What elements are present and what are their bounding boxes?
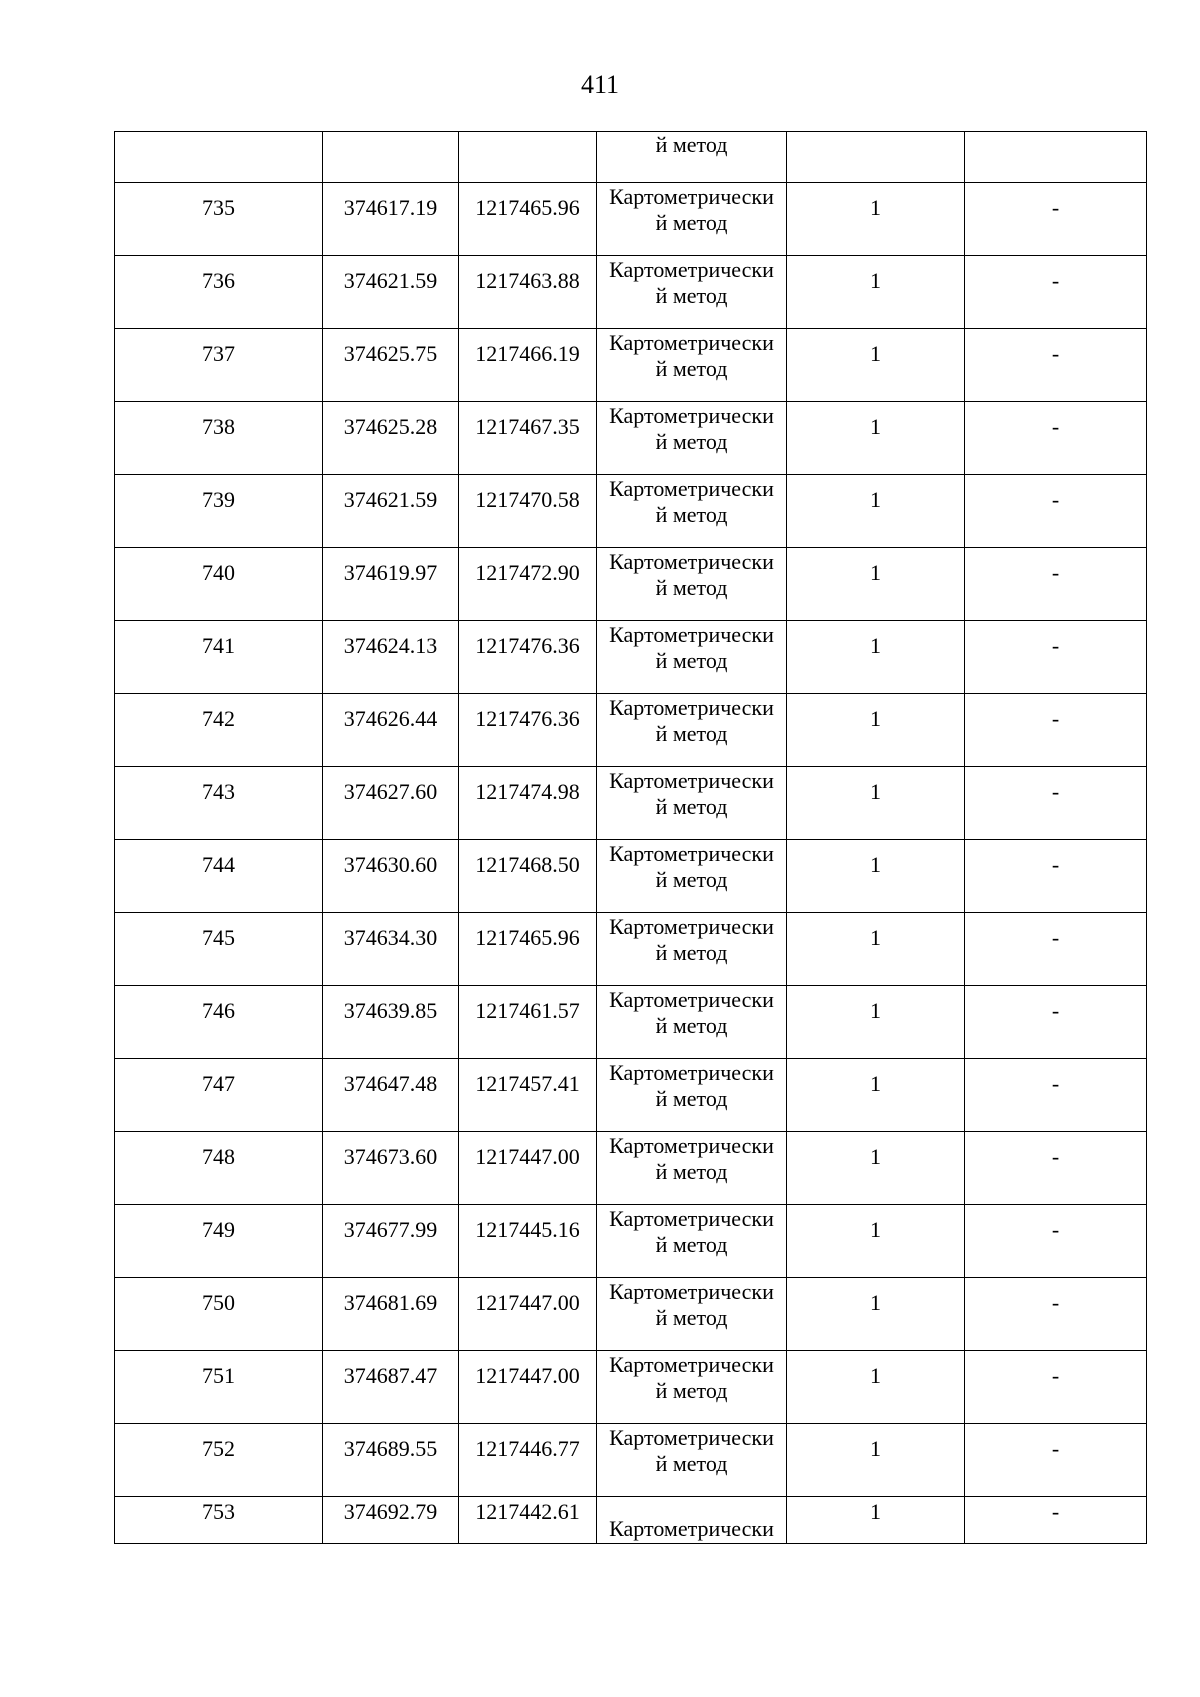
cell-method <box>597 621 787 694</box>
cell-accuracy: 1 <box>787 1059 965 1132</box>
cell-point-number: 737 <box>115 329 323 402</box>
method-line-1: Картометрически <box>609 1352 774 1377</box>
method-line-2: й метод <box>655 283 728 308</box>
method-line-1: Картометрически <box>609 987 774 1012</box>
method-line-2: й метод <box>655 1086 728 1111</box>
cell-point-number: 747 <box>115 1059 323 1132</box>
cell-accuracy: 1 <box>787 475 965 548</box>
cell-point-number: 740 <box>115 548 323 621</box>
cell-note: - <box>965 767 1147 840</box>
cell-note: - <box>965 329 1147 402</box>
cell-note: - <box>965 402 1147 475</box>
cell-note: - <box>965 694 1147 767</box>
cell-method <box>597 256 787 329</box>
cell-method <box>597 767 787 840</box>
table-body <box>115 132 1147 1544</box>
cell-y: 1217476.36 <box>459 694 597 767</box>
cell-y: 1217457.41 <box>459 1059 597 1132</box>
method-line-1: Картометрически <box>609 330 774 355</box>
table-row <box>115 913 1147 986</box>
method-line-2: й метод <box>655 502 728 527</box>
cell-note: - <box>965 256 1147 329</box>
cell-method <box>597 183 787 256</box>
cell-point-number: 748 <box>115 1132 323 1205</box>
cell-accuracy: 1 <box>787 1205 965 1278</box>
method-line-1: Картометрически <box>609 1133 774 1158</box>
cell-y: 1217447.00 <box>459 1278 597 1351</box>
cell-note <box>965 132 1147 183</box>
method-line-2: й метод <box>655 356 728 381</box>
cell-accuracy: 1 <box>787 402 965 475</box>
cell-point-number: 753 <box>115 1497 323 1544</box>
cell-point-number: 750 <box>115 1278 323 1351</box>
method-line-1: Картометрически <box>609 403 774 428</box>
method-line-1: Картометрически <box>609 549 774 574</box>
cell-y: 1217461.57 <box>459 986 597 1059</box>
cell-note: - <box>965 548 1147 621</box>
cell-x: 374692.79 <box>323 1497 459 1544</box>
cell-point-number: 735 <box>115 183 323 256</box>
cell-note: - <box>965 475 1147 548</box>
table-row <box>115 1424 1147 1497</box>
cell-method <box>597 694 787 767</box>
cell-point-number <box>115 132 323 183</box>
cell-accuracy: 1 <box>787 183 965 256</box>
cell-point-number: 738 <box>115 402 323 475</box>
cell-note: - <box>965 913 1147 986</box>
method-line-1: Картометрически <box>609 1279 774 1304</box>
method-line-2: й метод <box>655 1159 728 1184</box>
cell-x: 374634.30 <box>323 913 459 986</box>
method-line-2: й метод <box>655 1305 728 1330</box>
cell-y <box>459 132 597 183</box>
method-line-1: Картометрически <box>609 476 774 501</box>
coordinates-table <box>114 131 1147 1544</box>
method-line-2: й метод <box>655 1378 728 1403</box>
cell-x: 374624.13 <box>323 621 459 694</box>
method-line-1: Картометрически <box>609 841 774 866</box>
cell-accuracy: 1 <box>787 767 965 840</box>
cell-method <box>597 1278 787 1351</box>
cell-x: 374677.99 <box>323 1205 459 1278</box>
table-row <box>115 1132 1147 1205</box>
cell-note: - <box>965 183 1147 256</box>
table-row <box>115 256 1147 329</box>
table-row <box>115 183 1147 256</box>
table-row-last <box>115 1497 1147 1544</box>
cell-note: - <box>965 1278 1147 1351</box>
page-number: 411 <box>580 70 620 99</box>
cell-x: 374625.28 <box>323 402 459 475</box>
cell-accuracy: 1 <box>787 986 965 1059</box>
cell-accuracy <box>787 132 965 183</box>
cell-method <box>597 1351 787 1424</box>
cell-x <box>323 132 459 183</box>
method-continuation-text: й метод <box>655 132 728 157</box>
cell-method <box>597 913 787 986</box>
cell-method <box>597 1497 787 1544</box>
method-line-1: Картометрически <box>609 184 774 209</box>
cell-method <box>597 132 787 183</box>
method-line-2: й метод <box>655 940 728 965</box>
cell-y: 1217463.88 <box>459 256 597 329</box>
method-line-1: Картометрически <box>609 914 774 939</box>
table-row <box>115 475 1147 548</box>
cell-accuracy: 1 <box>787 1351 965 1424</box>
method-line-2: й метод <box>655 1232 728 1257</box>
cell-y: 1217476.36 <box>459 621 597 694</box>
cell-note: - <box>965 1497 1147 1544</box>
table-row <box>115 840 1147 913</box>
method-line-2: й метод <box>655 721 728 746</box>
cell-y: 1217445.16 <box>459 1205 597 1278</box>
cell-point-number: 751 <box>115 1351 323 1424</box>
cell-x: 374639.85 <box>323 986 459 1059</box>
table-row-continuation <box>115 132 1147 183</box>
cell-point-number: 749 <box>115 1205 323 1278</box>
method-line-1: Картометрически <box>609 622 774 647</box>
cell-method <box>597 402 787 475</box>
method-line-1: Картометрически <box>609 695 774 720</box>
table-row <box>115 1278 1147 1351</box>
cell-method <box>597 840 787 913</box>
cell-note: - <box>965 986 1147 1059</box>
cell-y: 1217467.35 <box>459 402 597 475</box>
cell-y: 1217447.00 <box>459 1351 597 1424</box>
method-line-2: й метод <box>655 429 728 454</box>
cell-y: 1217466.19 <box>459 329 597 402</box>
cell-note: - <box>965 1424 1147 1497</box>
cell-accuracy: 1 <box>787 840 965 913</box>
cell-method <box>597 986 787 1059</box>
cell-y: 1217468.50 <box>459 840 597 913</box>
cell-x: 374621.59 <box>323 475 459 548</box>
cell-x: 374625.75 <box>323 329 459 402</box>
table-row <box>115 1059 1147 1132</box>
cell-accuracy: 1 <box>787 256 965 329</box>
table-row <box>115 986 1147 1059</box>
method-line-1: Картометрически <box>609 1516 774 1541</box>
cell-y: 1217465.96 <box>459 913 597 986</box>
cell-note: - <box>965 1351 1147 1424</box>
cell-method <box>597 1132 787 1205</box>
cell-accuracy: 1 <box>787 1278 965 1351</box>
cell-x: 374619.97 <box>323 548 459 621</box>
cell-point-number: 745 <box>115 913 323 986</box>
cell-y: 1217442.61 <box>459 1497 597 1544</box>
table-row <box>115 1351 1147 1424</box>
cell-y: 1217474.98 <box>459 767 597 840</box>
method-line-2: й метод <box>655 867 728 892</box>
table-row <box>115 694 1147 767</box>
method-line-1: Картометрически <box>609 768 774 793</box>
cell-accuracy: 1 <box>787 329 965 402</box>
cell-point-number: 739 <box>115 475 323 548</box>
cell-x: 374621.59 <box>323 256 459 329</box>
cell-x: 374617.19 <box>323 183 459 256</box>
cell-y: 1217447.00 <box>459 1132 597 1205</box>
cell-y: 1217470.58 <box>459 475 597 548</box>
cell-accuracy: 1 <box>787 548 965 621</box>
cell-x: 374689.55 <box>323 1424 459 1497</box>
cell-accuracy: 1 <box>787 694 965 767</box>
method-line-2: й метод <box>655 648 728 673</box>
table-row <box>115 1205 1147 1278</box>
table-row <box>115 402 1147 475</box>
cell-x: 374630.60 <box>323 840 459 913</box>
cell-accuracy: 1 <box>787 913 965 986</box>
cell-accuracy: 1 <box>787 1497 965 1544</box>
method-line-1: Картометрически <box>609 1060 774 1085</box>
cell-method <box>597 548 787 621</box>
cell-method <box>597 1059 787 1132</box>
table-row <box>115 329 1147 402</box>
cell-note: - <box>965 621 1147 694</box>
cell-note: - <box>965 840 1147 913</box>
method-line-1: Картометрически <box>609 1425 774 1450</box>
cell-point-number: 741 <box>115 621 323 694</box>
cell-x: 374673.60 <box>323 1132 459 1205</box>
method-line-1: Картометрически <box>609 257 774 282</box>
cell-y: 1217472.90 <box>459 548 597 621</box>
table-row <box>115 548 1147 621</box>
cell-method <box>597 1205 787 1278</box>
method-line-2: й метод <box>655 210 728 235</box>
cell-note: - <box>965 1132 1147 1205</box>
cell-y: 1217465.96 <box>459 183 597 256</box>
cell-x: 374681.69 <box>323 1278 459 1351</box>
cell-point-number: 746 <box>115 986 323 1059</box>
cell-x: 374647.48 <box>323 1059 459 1132</box>
cell-accuracy: 1 <box>787 1132 965 1205</box>
cell-accuracy: 1 <box>787 1424 965 1497</box>
cell-note: - <box>965 1059 1147 1132</box>
cell-method <box>597 475 787 548</box>
cell-accuracy: 1 <box>787 621 965 694</box>
cell-x: 374626.44 <box>323 694 459 767</box>
method-line-2: й метод <box>655 575 728 600</box>
method-line-2: й метод <box>655 1451 728 1476</box>
table-row <box>115 767 1147 840</box>
cell-point-number: 752 <box>115 1424 323 1497</box>
cell-method <box>597 329 787 402</box>
method-line-2: й метод <box>655 794 728 819</box>
cell-point-number: 744 <box>115 840 323 913</box>
table-row <box>115 621 1147 694</box>
cell-point-number: 742 <box>115 694 323 767</box>
cell-x: 374687.47 <box>323 1351 459 1424</box>
cell-y: 1217446.77 <box>459 1424 597 1497</box>
cell-point-number: 736 <box>115 256 323 329</box>
cell-x: 374627.60 <box>323 767 459 840</box>
method-line-1: Картометрически <box>609 1206 774 1231</box>
cell-point-number: 743 <box>115 767 323 840</box>
method-line-2: й метод <box>655 1013 728 1038</box>
cell-note: - <box>965 1205 1147 1278</box>
cell-method <box>597 1424 787 1497</box>
